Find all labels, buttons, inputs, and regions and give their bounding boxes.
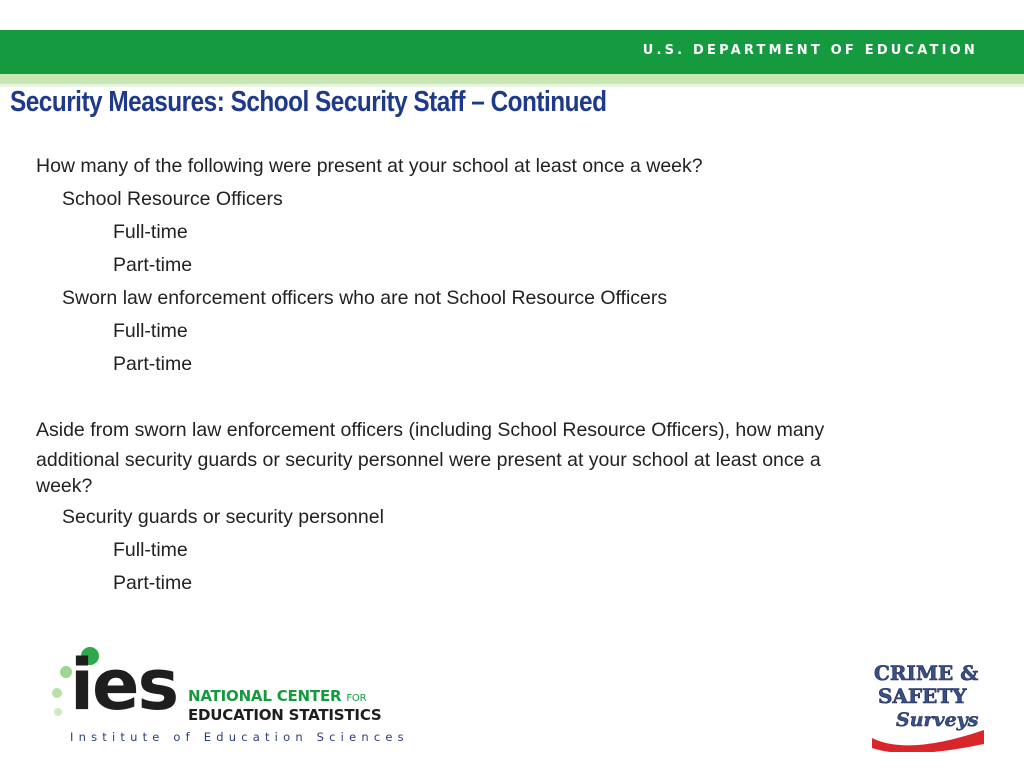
logo-swoosh xyxy=(872,730,984,752)
crime-logo-line3: Surveys xyxy=(896,709,979,731)
nces-name xyxy=(188,688,382,723)
question-2 xyxy=(36,414,966,499)
logo-dot xyxy=(52,688,62,698)
list-item-sro-part-time: Part-time xyxy=(113,254,193,276)
spacer xyxy=(36,381,976,414)
institute-tagline: Institute of Education Sciences xyxy=(70,730,409,744)
list-item-sworn-part-time: Part-time xyxy=(113,353,193,375)
list-item-sworn-full-time: Full-time xyxy=(113,320,188,342)
nces-line-2: EDUCATION STATISTICS xyxy=(188,706,382,724)
header-banner xyxy=(0,30,1024,74)
list-item-sworn-officers: Sworn law enforcement officers who are not School Resource Officers xyxy=(62,287,668,309)
crime-logo-line1: CRIME & xyxy=(874,661,979,685)
header-top-margin xyxy=(0,0,1024,30)
nces-line-1: NATIONAL CENTER xyxy=(188,687,342,705)
logo-dot xyxy=(54,708,62,716)
crime-safety-surveys-logo xyxy=(868,660,986,752)
crime-safety-logo-graphic xyxy=(868,660,986,752)
crime-logo-line2: SAFETY xyxy=(878,684,967,708)
list-item-sro-full-time: Full-time xyxy=(113,221,188,243)
ies-wordmark: ies xyxy=(70,644,178,726)
slide-title: Security Measures: School Security Staff – Continued xyxy=(10,86,607,118)
nces-for: FOR xyxy=(346,693,367,704)
header-accent-stripe xyxy=(0,74,1024,84)
ies-nces-logo xyxy=(48,644,409,746)
department-name: U.S. DEPARTMENT OF EDUCATION xyxy=(642,43,978,58)
question-1: How many of the following were present at your school at least once a week? xyxy=(36,155,703,177)
list-item-guards-full-time: Full-time xyxy=(113,539,188,561)
list-item-guards-part-time: Part-time xyxy=(113,572,193,594)
slide-body xyxy=(36,150,976,600)
question-2-line-a: Aside from sworn law enforcement officers (including School Resource Officers), how many xyxy=(36,419,825,441)
list-item-sro: School Resource Officers xyxy=(62,188,283,210)
question-2-line-c: week? xyxy=(36,475,93,497)
question-2-line-b: additional security guards or security personnel were present at your school at least once a xyxy=(36,449,821,471)
list-item-security-guards: Security guards or security personnel xyxy=(62,506,384,528)
